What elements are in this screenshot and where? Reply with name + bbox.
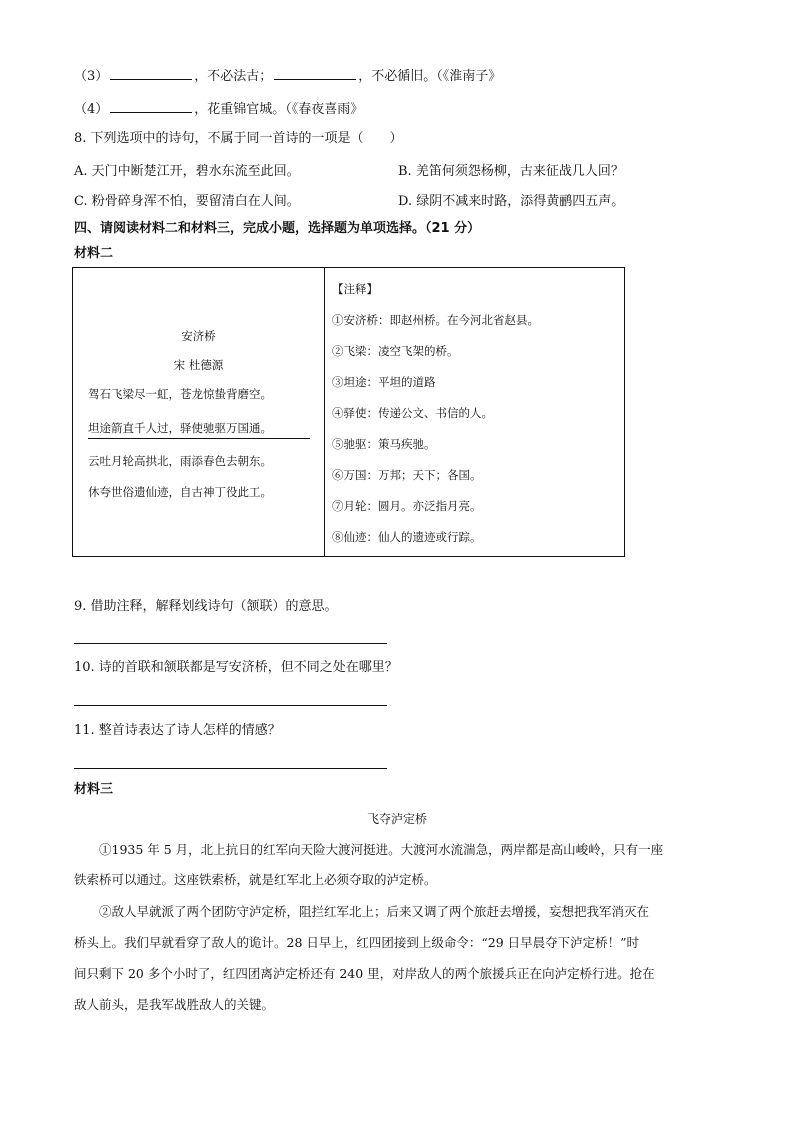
note-item: ⑥万国：万邦；天下；各国。 xyxy=(332,468,482,482)
poem-line: 休夸世俗遗仙迹，自古神丁役此工。 xyxy=(88,485,272,499)
option-c: C. 粉骨碎身浑不怕，要留清白在人间。 xyxy=(74,194,300,209)
section-heading: 四、请阅读材料二和材料三，完成小题，选择题为单项选择。（21 分） xyxy=(74,221,481,236)
notes-header: 【注释】 xyxy=(332,282,378,296)
item-number: （3） xyxy=(74,69,109,84)
question-9: 9. 借助注释，解释划线诗句（颔联）的意思。 xyxy=(74,599,338,614)
poem-author: 宋 杜德源 xyxy=(173,358,224,372)
question-11: 11. 整首诗表达了诗人怎样的情感？ xyxy=(74,723,281,738)
material-3-label: 材料三 xyxy=(74,782,114,797)
table-divider xyxy=(324,268,325,556)
item-text: ，不必法古； xyxy=(194,69,273,84)
note-item: ④驿使：传递公文、书信的人。 xyxy=(332,406,493,420)
passage-line: 间只剩下 20 多个小时了，红四团离泸定桥还有 240 里，对岸敌人的两个旅援兵正在向泸定桥行进。抢在 xyxy=(74,966,655,981)
item-text: ，花重锦官城。（《春夜喜雨》 xyxy=(194,102,364,117)
material-2-label: 材料二 xyxy=(74,246,114,261)
passage-line: 敌人前头，是我军战胜敌人的关键。 xyxy=(74,997,275,1012)
q8-stem: 8. 下列选项中的诗句，不属于同一首诗的一项是（ ） xyxy=(74,131,403,146)
q8-options-row-1 xyxy=(74,163,300,181)
passage-line: ②敌人早就派了两个团防守泸定桥，阻拦红军北上；后来又调了两个旅赶去增援，妄想把我军消灭在 xyxy=(74,904,650,919)
answer-line xyxy=(74,643,387,644)
question-10: 10. 诗的首联和颔联都是写安济桥，但不同之处在哪里？ xyxy=(74,660,398,675)
note-item: ⑧仙迹：仙人的遗迹或行踪。 xyxy=(332,530,482,544)
q7-item-4 xyxy=(74,100,363,119)
poem-line: 驾石飞梁尽一虹，苍龙惊蛰背磨空。 xyxy=(88,387,272,401)
note-item: ①安济桥：即赵州桥。在今河北省赵县。 xyxy=(332,313,539,327)
passage-line: 铁索桥可以通过。这座铁索桥，就是红军北上必须夺取的泸定桥。 xyxy=(74,872,437,887)
option-b: B. 羌笛何须怨杨柳，古来征战几人回？ xyxy=(398,164,624,179)
passage-title: 飞夺泸定桥 xyxy=(366,812,427,826)
q7-item-3 xyxy=(74,67,501,86)
answer-line xyxy=(74,768,387,769)
answer-line xyxy=(74,705,387,706)
passage-line: 桥头上。我们早就看穿了敌人的诡计。28 日早上，红四团接到上级命令：“29 日早晨夺下泸定桥！”时 xyxy=(74,935,640,950)
note-item: ②飞梁：凌空飞架的桥。 xyxy=(332,344,459,358)
item-number: （4） xyxy=(74,102,109,117)
item-text: ，不必循旧。（《淮南子》 xyxy=(358,69,502,84)
poem-line: 云吐月轮高拱北，雨添春色去朝东。 xyxy=(88,454,272,468)
passage-line: ①1935 年 5 月，北上抗日的红军向天险大渡河挺进。大渡河水流湍急，两岸都是高山峻岭，只有一座 xyxy=(74,842,664,857)
note-item: ③坦途：平坦的道路 xyxy=(332,375,436,389)
option-a: A. 天门中断楚江开，碧水东流至此回。 xyxy=(74,164,300,179)
note-item: ⑦月轮：圆月。亦泛指月亮。 xyxy=(332,499,482,513)
blank-line xyxy=(274,67,356,80)
poem-line-underlined: 坦途箭直千人过，驿使驰驱万国通。 xyxy=(88,420,310,439)
poem-table xyxy=(72,267,625,557)
poem-title: 安济桥 xyxy=(181,329,216,343)
blank-line xyxy=(110,67,192,80)
blank-line xyxy=(110,100,192,113)
option-d: D. 绿阴不减来时路，添得黄鹂四五声。 xyxy=(398,194,625,209)
note-item: ⑤驰驱：策马疾驰。 xyxy=(332,437,436,451)
